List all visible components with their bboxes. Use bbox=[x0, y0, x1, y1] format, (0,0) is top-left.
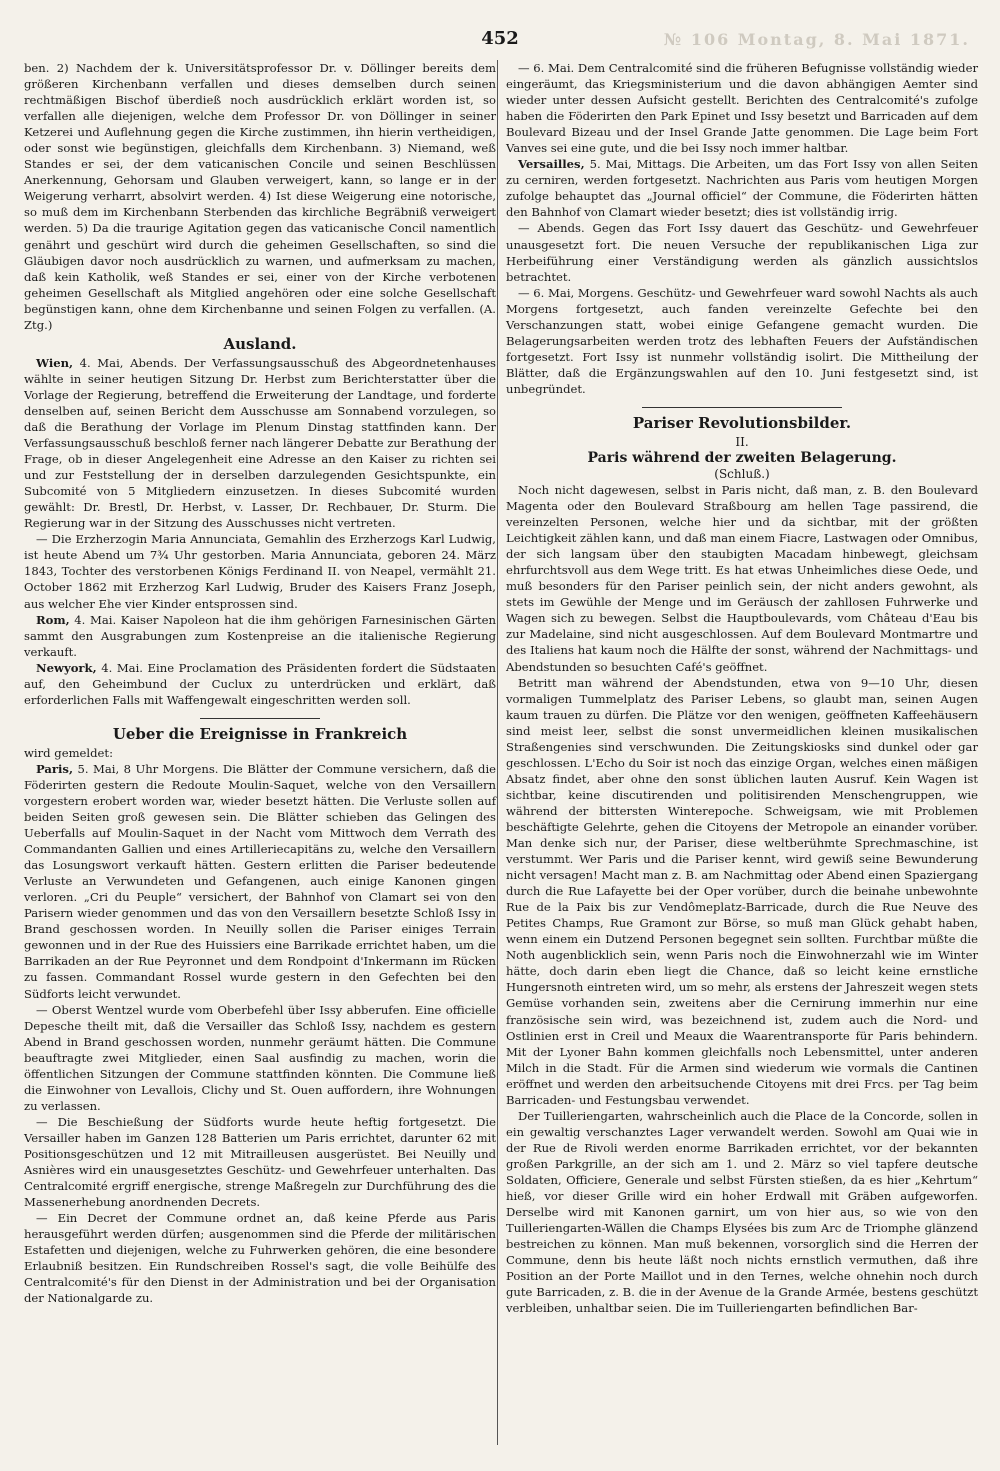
paragraph-abends: — Abends. Gegen das Fort Issy dauert das Geschütz- und Gewehrfeuer unausgesetzt fort. Die neuen Versuche der republikanischen Liga zur Herbeiführung einer Verständigung werden als gänzlich aussichtslos betrachtet. bbox=[506, 221, 978, 284]
paragraph-tuilleriengarten: Der Tuilleriengarten, wahrscheinlich auch die Place de la Concorde, sollen in ein gewaltig verschanztes Lager verwandelt werden. Sowohl am Quai wie in der Rue de Rivoli werden enorme Barrikaden errichtet, vor der bekannten großen Parkgrille, an der sich am 1. und 2. März so viel tapfere deutsche Soldaten, Officiere, Generale und selbst Fürsten stießen, da es hier „Kehrtum“ hieß, vor dieser Grille wird ein hoher Erdwall mit Gräben aufgeworfen. Derselbe wird mit Kanonen garnirt, um von hier aus, so wie von den Tuilleriengarten-Wällen die Champs Elysées bis zum Arc de Triomphe glänzend bestreichen zu können. Man muß bekennen, vorsorglich sind die Herren der Commune, denn bis heute läßt noch nichts ernstlich vermuthen, daß ihre Position an der Porte Maillot und in den Ternes, welche ohnehin noch durch gute Barricaden, z. B. die in der Avenue de la Grande Armée, bestens geschützt verbleiben, unhaltbar seien. Die im Tuilleriengarten befindlichen Bar- bbox=[506, 1108, 978, 1316]
heading-belagerung: Paris während der zweiten Belagerung. bbox=[587, 449, 897, 466]
dateline-rom: Rom, bbox=[36, 612, 70, 627]
paragraph-beschiessung: — Die Beschießung der Südforts wurde heute heftig fortgesetzt. Die Versailler haben im Ganzen 128 Batterien um Paris errichtet, darunter 62 mit Positionsgeschützen und 12 mit Mitrailleusen ausgerüstet. Bei Neuilly und Asnières wird ein unausgesetztes Geschütz- und Gewehrfeuer unterhalten. Das Centralcomité ergriff energische, strenge Maßregeln zur Durchführung des die Massenerhebung anordnenden Decrets. bbox=[24, 1114, 496, 1210]
paragraph-decret: — Ein Decret der Commune ordnet an, daß keine Pferde aus Paris herausgeführt werden dürfen; ausgenommen sind die Pferde der militärischen Estafetten und diejenigen, welche zu Fuhrwerken gehören, die eine besondere Erlaubniß besitzen. Ein Rundschreiben Rossel's sagt, die volle Beihülfe des Centralcomité's für den Dienst in der Administration und bei der Organisation der Nationalgarde zu. bbox=[24, 1211, 496, 1306]
bleed-through-header: № 106 Montag, 8. Mai 1871. bbox=[663, 30, 970, 49]
paragraph-centralcomite: — 6. Mai. Dem Centralcomité sind die früheren Befugnisse vollständig wieder eingeräumt, das Kriegsministerium und die davon abhängigen Aemter sind wieder unter dessen Aufsicht gestellt. Berichten des Centralcomité's zufolge haben die Föderirten den Park Epinet und Issy besetzt und Barricaden auf dem Boulevard Bizeau und der Insel Grande Jatte genommen. Die Lage beim Fort Vanves sei eine gute, und die bei Issy noch immer haltbar. bbox=[506, 61, 978, 156]
text-rom: 4. Mai. Kaiser Napoleon hat die ihm gehörigen Farnesinischen Gärten sammt den Ausgrabungen zum Kostenpreise an die italienische Regierung verkauft. bbox=[24, 612, 496, 659]
text-paris: 5. Mai, 8 Uhr Morgens. Die Blätter der Commune versichern, daß die Föderirten gestern die Redoute Moulin-Saquet, welche von den Versaillern vorgestern erobert worden war, wieder besetzt hätten. Die Verluste sollen auf beiden Seiten groß gewesen sein. Die Blätter schieben das Gelingen des Ueberfalls auf Moulin-Saquet in der Nacht vom Mittwoch dem Verrath des Commandanten Gallien und eines Artilleriecapitäns zu, welche den Versaillern das Losungswort verkauft hätten. Gestern erlitten die Pariser bedeutende Verluste an Verwundeten und Gefangenen, auch einige Kanonen gingen verloren. „Cri du Peuple“ versichert, der Bahnhof von Clamart sei von den Parisern wieder genommen und das von den Versaillern besetzte Schloß Issy in Brand geschossen worden. In Neuilly sollen die Pariser einiges Terrain gewonnen und in der Rue des Huissiers eine Barrikade errichtet haben, um die Barrikaden an der Rue Peyronnet und dem Rondpoint d'Inkermann im Rücken zu fassen. Commandant Rossel wurde gestern in den Gefechten bei den Südforts leicht verwundet. bbox=[24, 761, 497, 1001]
heading-roman-numeral: II. bbox=[735, 434, 749, 449]
paragraph-wien bbox=[24, 355, 496, 532]
left-column bbox=[24, 60, 496, 1306]
paragraph-erzherzogin: — Die Erzherzogin Maria Annunciata, Gemahlin des Erzherzogs Karl Ludwig, ist heute Abend um 7¾ Uhr gestorben. Maria Annunciata, geboren 24. März 1843, Tochter des verstorbenen Königs Ferdinand II. von Neapel, vermählt 21. October 1862 mit Erzherzog Karl Ludwig, Bruder des Kaisers Franz Joseph, aus welcher Ehe vier Kinder entsprossen sind. bbox=[24, 532, 496, 611]
text-versailles: 5. Mai, Mittags. Die Arbeiten, um das Fort Issy von allen Seiten zu cerniren, werden fortgesetzt. Nachrichten aus Paris vom heutigen Morgen zufolge behauptet das „Journal officiel“ der Commune, die Föderirten hätten den Bahnhof von Clamart wieder besetzt; dies ist vollständig irrig. bbox=[506, 157, 978, 220]
paragraph-wentzel: — Oberst Wentzel wurde vom Oberbefehl über Issy abberufen. Eine officielle Depesche theilt mit, daß die Versailler das Schloß Issy, nachdem es gestern Abend in Brand geschossen worden, nunmehr geräumt hätten. Die Commune beauftragte zwei Mitglieder, einen Saal ausfindig zu machen, worin die öffentlichen Sitzungen der Commune stattfinden könnten. Die Commune ließ die Einwohner von Levallois, Clichy und St. Ouen auffordern, ihre Wohnungen zu verlassen. bbox=[24, 1002, 496, 1113]
dateline-wien: Wien, bbox=[36, 355, 74, 370]
paragraph-oede: Noch nicht dagewesen, selbst in Paris nicht, daß man, z. B. den Boulevard Magenta oder den Boulevard Straßbourg am hellen Tage passirend, die vereinzelten Personen, welche hier und da sichtbar, mit der größten Leichtigkeit zählen kann, und daß man einem Fiacre, Lastwagen oder Omnibus, der sich langsam über den staubigten Macadam hinbewegt, gleichsam ehrfurchtsvoll aus dem Wege tritt. Es hat etwas Unheimliches diese Oede, und muß besonders für den Pariser peinlich sein, der nicht anders gewohnt, als stets im Gewühle der Menge und im Geräusch der zahllosen Fuhrwerke und Wagen sich zu bewegen. Selbst die Hauptboulevards, vom Château d'Eau bis zur Madelaine, sind nicht ausgeschlossen. Auf dem Boulevard Montmartre und des Italiens hat kaum noch die Hälfte der sonst, während der Nachmittags- und Abendstunden so besuchten Café's geöffnet. bbox=[506, 482, 978, 674]
heading-ausland: Ausland. bbox=[223, 334, 297, 353]
right-column bbox=[506, 60, 978, 1316]
heading-revolutionsbilder: Pariser Revolutionsbilder. bbox=[632, 413, 852, 432]
paragraph-morgens: — 6. Mai, Morgens. Geschütz- und Gewehrfeuer ward sowohl Nachts als auch Morgens fortgesetzt, auch fanden vereinzelte Gefechte bei den Verschanzungen statt, wobei einige Gefangene gemacht wurden. Die Belagerungsarbeiten werden trotz des lebhaften Feuers der Aufständischen fortgesetzt. Fort Issy ist nunmehr vollständig isolirt. Die Mittheilung der Blätter, daß die Ergänzungswahlen auf den 10. Juni festgesetzt sind, ist unbegründet. bbox=[506, 285, 978, 396]
page-number: 452 bbox=[481, 28, 519, 49]
heading-schluss: (Schluß.) bbox=[714, 466, 770, 481]
paragraph-paris bbox=[24, 761, 496, 1002]
heading-frankreich: Ueber die Ereignisse in Frankreich bbox=[112, 724, 408, 743]
dateline-paris: Paris, bbox=[36, 761, 73, 776]
dateline-newyork: Newyork, bbox=[36, 660, 97, 675]
dateline-versailles: Versailles, bbox=[518, 157, 585, 172]
paragraph-versailles bbox=[506, 156, 978, 220]
paragraph-kirchenbann: ben. 2) Nachdem der k. Universitätsprofessor Dr. v. Döllinger bereits dem größeren Kirchenbann verfallen und dieses demselben durch seinen rechtmäßigen Bischof überdieß noch ausdrücklich erklärt worden ist, so verfallen alle diejenigen, welche dem Professor Dr. von Döllinger in seiner Ketzerei und Auflehnung gegen die Kirche zustimmen, ihn hierin vertheidigen, oder sonst wie begünstigen, gleichfalls dem Kirchenbann. 3) Niemand, weß Standes er sei, der dem vaticanischen Concile und seinen Beschlüssen Anerkennung, Gehorsam und Glauben verweigert, kann, so lange er in der Weigerung verharrt, absolvirt werden. 4) Ist diese Weigerung eine notorische, so muß dem im Kirchenbann Sterbenden das kirchliche Begräbniß verweigert werden. 5) Da die traurige Agitation gegen das vaticanische Concil namentlich genährt und geschürt wird durch die geheimen Gesellschaften, so sind die Gläubigen davor noch ausdrücklich zu warnen, und aufmerksam zu machen, daß kein Katholik, weß Standes er sei, einer von der Kirche verbotenen geheimen Gesellschaft als Mitglied angehören oder eine solche Gesellschaft begünstigen kann, ohne dem Kirchenbanne und seinen Folgen zu verfallen. (A. Ztg.) bbox=[24, 61, 496, 332]
paragraph-rom bbox=[24, 612, 496, 660]
column-divider bbox=[497, 60, 498, 1445]
paragraph-abendstunden: Betritt man während der Abendstunden, etwa von 9—10 Uhr, diesen vormaligen Tummelplatz des Pariser Lebens, so glaubt man, seinen Augen kaum trauen zu dürfen. Die Plätze vor den wenigen, geöffneten Kaffeehäusern sind meist leer, selbst die sonst unvermeidlichen kleinen musikalischen Straßengenies sind verschwunden. Die Zeitungskiosks sind dunkel oder gar geschlossen. L'Echo du Soir ist noch das einzige Organ, welches einen mäßigen Absatz findet, aber ohne den sonst üblichen lauten Ausruf. Kein Wagen ist sichtbar, keine discutirenden und politisirenden Menschengruppen, wie während der bittersten Winterepoche. Schweigsam, wie mit Problemen beschäftigte Gelehrte, gehen die Citoyens der Metropole an einander vorüber. Man denke sich nur, der Pariser, diese weltberühmte Sprechmaschine, ist verstummt. Wer Paris und die Pariser kennt, wird gewiß seine Bewunderung nicht versagen! Macht man z. B. am Nachmittag oder Abend einen Spaziergang durch die Rue Lafayette bei der Oper vorüber, durch die beinahe unbewohnte Rue de la Paix bis zur Vendômeplatz-Barricade, durch die Rue Neuve des Petites Champs, Rue Gramont zur Börse, so muß man Glück gehabt haben, wenn einem ein Dutzend Personen begegnet sein sollten. Furchtbar müßte die Noth augenblicklich sein, wenn Paris noch die Einwohnerzahl wie im Winter hätte, doch darin eben liegt die Chance, daß so leicht keine ernstliche Hungersnoth eintreten wird, um so mehr, als erstens der Jahreszeit wegen stets Gemüse vorhanden sein, zweitens aber die Cernirung immerhin nur eine französische sein wird, was bezeichnend ist, zudem auch die Nord- und Ostlinien erst in Creil und Meaux die Waarentransporte für Paris behindern. Mit der Lyoner Bahn kommen gleichfalls noch Lebensmittel, unter anderen Milch in die Stadt. Für die Armen sind wiederum wie vormals die Cantinen eröffnet und werden den arbeitsuchende Citoyens mit drei Frcs. per Tag beim Barricaden- und Festungsbau verwendet. bbox=[506, 675, 978, 1107]
paragraph-newyork bbox=[24, 660, 496, 708]
text-wien: 4. Mai, Abends. Der Verfassungsausschuß des Abgeordnetenhauses wählte in seiner heutigen Sitzung Dr. Herbst zum Berichterstatter über die Vorlage der Regierung, betreffend die Erweiterung der Landtage, und forderte denselben auf, seinen Bericht dem Ausschusse am Sonnabend vorzulegen, so daß die Berathung der Vorlage im Plenum Dinstag stattfinden kann. Der Verfassungsausschuß beschloß ferner nach längerer Debatte zur Berathung der Frage, ob in dieser Angelegenheit eine Adresse an den Kaiser zu richten sei und zur Feststellung der in derselben darzulegenden Gesichtspunkte, ein Subcomité von 5 Mitgliedern einzusetzen. In dieses Subcomité wurden gewählt: Dr. Brestl, Dr. Herbst, v. Lasser, Dr. Rechbauer, Dr. Sturm. Die Regierung war in der Sitzung des Ausschusses nicht vertreten. bbox=[24, 355, 496, 531]
text-gemeldet: wird gemeldet: bbox=[24, 745, 113, 760]
text-newyork: 4. Mai. Eine Proclamation des Präsidenten fordert die Südstaaten auf, den Geheimbund der Cuclux zu unterdrücken und erklärt, daß erforderlichen Falls mit Waffengewalt eingeschritten werden soll. bbox=[24, 660, 497, 707]
section-rule bbox=[642, 407, 842, 408]
section-rule bbox=[200, 718, 320, 719]
